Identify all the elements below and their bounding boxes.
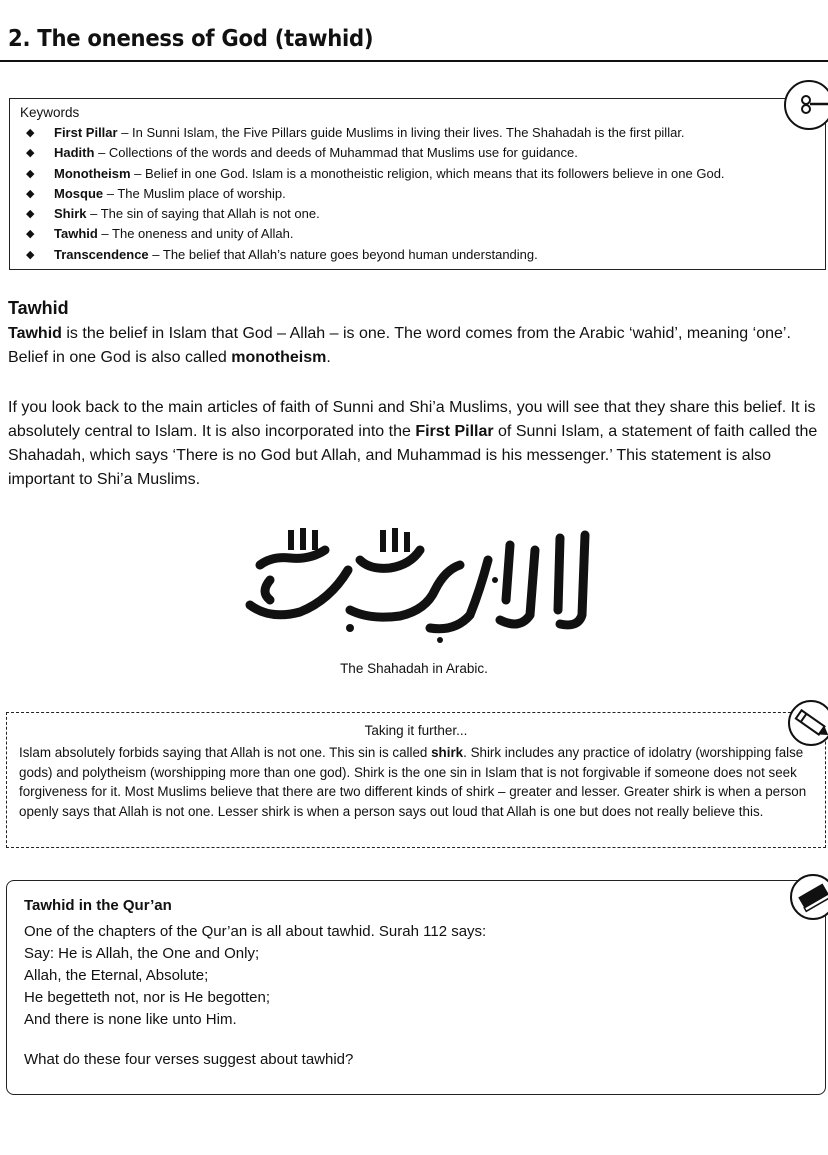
keyword-item (26, 143, 725, 163)
paragraph-text: of Sunni Islam, a statement of faith called the Shahadah, which says ‘There is no God but Allah, and Muhammad is his messenger.’ This statement is also important to Shi’a Muslims. (8, 423, 818, 488)
paragraph-text: . Shirk includes any practice of idolatry (worshipping false gods) and polytheism (worshipping more than one god). Shirk is the one sin in Islam that is not forgivable if someone does not seek forgiveness for it. Most Muslims believe that there are two different kinds of shirk – greater and lesser. Greater shirk is when a person openly says that Allah is not one. Lesser shirk is when a person says out loud that Allah is one but does not really believe this. (19, 745, 807, 819)
keyword-definition: – Collections of the words and deeds of Muhammad that Muslims use for guidance. (94, 145, 578, 161)
paragraph-text: . (326, 349, 331, 366)
keywords-box-edge (825, 119, 827, 269)
diamond-bullet-icon: ◆ (26, 147, 35, 160)
quran-line: Allah, the Eternal, Absolute; (24, 967, 209, 984)
book-icon (790, 874, 828, 920)
keyword-term: Transcendence (54, 246, 149, 262)
tawhid-paragraph (8, 322, 820, 370)
shahadah-calligraphy (230, 520, 600, 650)
taking-further-box (6, 712, 826, 848)
keyword-item (26, 123, 725, 143)
page-heading: 2. The oneness of God (tawhid) (8, 26, 374, 52)
term-shirk: shirk (431, 745, 464, 760)
diamond-bullet-icon: ◆ (26, 127, 35, 139)
keyword-item (26, 204, 725, 224)
keyword-item (26, 245, 725, 265)
keywords-title: Keywords (20, 105, 80, 120)
keywords-box (9, 98, 826, 270)
keyword-term: Monotheism (54, 165, 131, 181)
diamond-bullet-icon: ◆ (26, 187, 35, 200)
term-tawhid: Tawhid (8, 325, 62, 342)
section-title: Tawhid (8, 298, 69, 318)
keywords-list (26, 123, 725, 265)
paragraph-text: Islam absolutely forbids saying that Allah is not one. This sin is called (19, 745, 432, 760)
keyword-definition: – Belief in one God. Islam is a monotheistic religion, which means that its followers believe in one God. (130, 165, 725, 181)
keyword-term: Mosque (54, 185, 104, 201)
key-icon (784, 80, 828, 130)
quran-line: One of the chapters of the Qur’an is all about tawhid. Surah 112 says: (24, 923, 487, 940)
diamond-bullet-icon: ◆ (26, 167, 35, 180)
heading-rule (0, 60, 828, 62)
keyword-definition: – The sin of saying that Allah is not one. (86, 206, 320, 222)
pencil-icon (788, 700, 828, 746)
diamond-bullet-icon: ◆ (26, 228, 35, 241)
keyword-item (26, 184, 725, 204)
term-first-pillar: First Pillar (415, 423, 494, 440)
keyword-item (26, 224, 725, 244)
keyword-definition: – The oneness and unity of Allah. (97, 226, 294, 242)
keyword-term: Tawhid (54, 226, 98, 242)
taking-further-text (19, 743, 809, 821)
keyword-definition: – In Sunni Islam, the Five Pillars guide Muslims in living their lives. The Shahadah is the first pillar. (117, 125, 685, 140)
diamond-bullet-icon: ◆ (26, 208, 35, 221)
quran-line: And there is none like unto Him. (24, 1011, 237, 1028)
keyword-item (26, 164, 725, 184)
quran-line: He begetteth not, nor is He begotten; (24, 989, 270, 1006)
taking-further-title: Taking it further... (364, 723, 468, 738)
quran-box (6, 880, 826, 1095)
keyword-term: Hadith (54, 145, 95, 161)
term-monotheism: monotheism (231, 349, 327, 366)
articles-paragraph (8, 396, 820, 492)
keyword-term: First Pillar (54, 125, 118, 140)
keyword-definition: – The Muslim place of worship. (103, 185, 286, 201)
keyword-definition: – The belief that Allah’s nature goes beyond human understanding. (148, 246, 538, 262)
paragraph-text: If you look back to the main articles of faith of Sunni and Shi’a Muslims, you will see that they share this belief. It is absolutely central to Islam. It is also incorporated into the (8, 399, 816, 440)
paragraph-text: is the belief in Islam that God – Allah – is one. The word comes from the Arabic ‘wahid’, meaning ‘one’. Belief in one God is also called (8, 325, 791, 366)
keyword-term: Shirk (54, 206, 87, 222)
quran-question: What do these four verses suggest about tawhid? (24, 1051, 354, 1068)
quran-lines (24, 921, 486, 1031)
quran-title: Tawhid in the Qur’an (24, 897, 172, 914)
quran-line: Say: He is Allah, the One and Only; (24, 945, 260, 962)
diamond-bullet-icon: ◆ (26, 248, 35, 261)
shahadah-caption: The Shahadah in Arabic. (340, 661, 488, 676)
